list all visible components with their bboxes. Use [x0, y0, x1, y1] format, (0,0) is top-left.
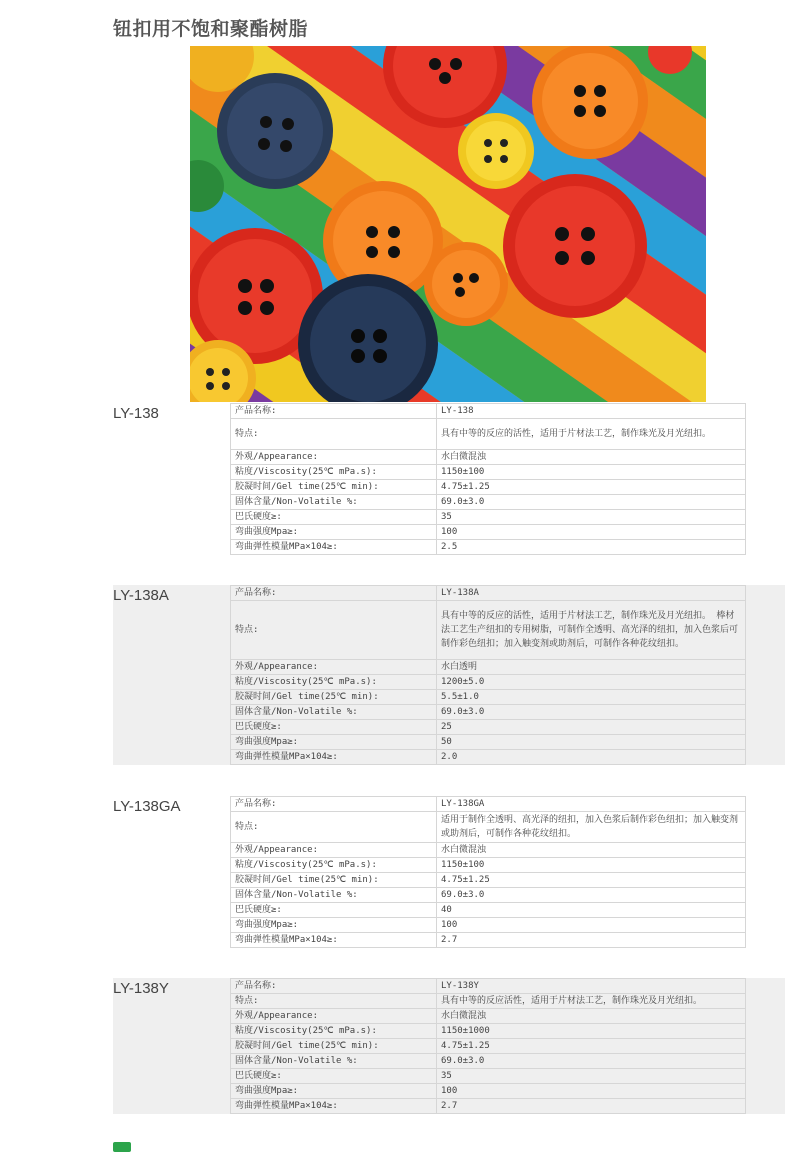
spec-row	[231, 465, 746, 480]
spec-value: 水白微混浊	[437, 1009, 746, 1024]
spec-row	[231, 675, 746, 690]
spec-key: 弯曲强度Mpa≥:	[231, 735, 437, 750]
spec-row	[231, 601, 746, 660]
spec-row	[231, 797, 746, 812]
spec-key: 外观/Appearance:	[231, 660, 437, 675]
spec-value: 50	[437, 735, 746, 750]
spec-row	[231, 888, 746, 903]
spec-key: 粘度/Viscosity(25℃ mPa.s):	[231, 465, 437, 480]
spec-key: 弯曲强度Mpa≥:	[231, 525, 437, 540]
spec-key: 特点:	[231, 812, 437, 843]
product-model: LY-138A	[113, 587, 169, 604]
spec-value: 40	[437, 903, 746, 918]
spec-key: 弯曲弹性模量MPa×104≥:	[231, 540, 437, 555]
spec-row	[231, 480, 746, 495]
spec-value: 2.7	[437, 1099, 746, 1114]
spec-value: 69.0±3.0	[437, 888, 746, 903]
spec-key: 弯曲弹性模量MPa×104≥:	[231, 1099, 437, 1114]
spec-value: 1150±100	[437, 858, 746, 873]
spec-row	[231, 705, 746, 720]
spec-key: 巴氏硬度≥:	[231, 510, 437, 525]
spec-row	[231, 858, 746, 873]
spec-key: 弯曲强度Mpa≥:	[231, 918, 437, 933]
spec-value: 1150±1000	[437, 1024, 746, 1039]
share-icon[interactable]	[113, 1142, 131, 1152]
spec-key: 弯曲弹性模量MPa×104≥:	[231, 933, 437, 948]
spec-row	[231, 903, 746, 918]
spec-value: 具有中等的反应的活性，适用于片材法工艺，制作珠光及月光纽扣。 棒材法工艺生产纽扣的专用树脂，可制作全透明、高光泽的纽扣，加入色浆后可制作彩色纽扣；加入触变剂或助剂后，可制作各种花纹纽扣。	[437, 601, 746, 660]
spec-table	[230, 796, 746, 948]
product-section-ly-138a	[113, 585, 785, 765]
spec-value: 4.75±1.25	[437, 873, 746, 888]
spec-value: 69.0±3.0	[437, 1054, 746, 1069]
spec-row	[231, 750, 746, 765]
spec-key: 固体含量/Non-Volatile %:	[231, 888, 437, 903]
spec-value: 2.0	[437, 750, 746, 765]
product-model: LY-138	[113, 405, 159, 422]
spec-key: 特点:	[231, 994, 437, 1009]
spec-row	[231, 450, 746, 465]
spec-key: 特点:	[231, 601, 437, 660]
spec-value: 100	[437, 918, 746, 933]
spec-row	[231, 510, 746, 525]
spec-row	[231, 525, 746, 540]
spec-row	[231, 419, 746, 450]
spec-row	[231, 918, 746, 933]
spec-row	[231, 1009, 746, 1024]
spec-key: 固体含量/Non-Volatile %:	[231, 495, 437, 510]
spec-row	[231, 873, 746, 888]
spec-key: 产品名称:	[231, 404, 437, 419]
spec-value: 25	[437, 720, 746, 735]
spec-row	[231, 720, 746, 735]
spec-value: 4.75±1.25	[437, 1039, 746, 1054]
spec-value: 2.5	[437, 540, 746, 555]
spec-value: 水白微混浊	[437, 843, 746, 858]
spec-key: 弯曲弹性模量MPa×104≥:	[231, 750, 437, 765]
spec-key: 产品名称:	[231, 586, 437, 601]
spec-value: 35	[437, 510, 746, 525]
spec-row	[231, 1024, 746, 1039]
spec-key: 外观/Appearance:	[231, 1009, 437, 1024]
spec-value: LY-138Y	[437, 979, 746, 994]
spec-value: LY-138GA	[437, 797, 746, 812]
spec-key: 胶凝时间/Gel time(25℃ min):	[231, 690, 437, 705]
spec-row	[231, 994, 746, 1009]
spec-value: 2.7	[437, 933, 746, 948]
spec-key: 特点:	[231, 419, 437, 450]
spec-row	[231, 586, 746, 601]
buttons-photo	[190, 46, 706, 402]
spec-row	[231, 1069, 746, 1084]
spec-table	[230, 403, 746, 555]
spec-key: 粘度/Viscosity(25℃ mPa.s):	[231, 675, 437, 690]
spec-key: 胶凝时间/Gel time(25℃ min):	[231, 873, 437, 888]
page-title: 钮扣用不饱和聚酯树脂	[113, 18, 309, 40]
spec-value: 100	[437, 1084, 746, 1099]
product-section-ly-138	[113, 403, 785, 555]
spec-value: 100	[437, 525, 746, 540]
spec-key: 胶凝时间/Gel time(25℃ min):	[231, 480, 437, 495]
spec-row	[231, 843, 746, 858]
spec-value: LY-138	[437, 404, 746, 419]
product-section-ly-138y	[113, 978, 785, 1114]
spec-row	[231, 812, 746, 843]
spec-key: 固体含量/Non-Volatile %:	[231, 1054, 437, 1069]
spec-row	[231, 404, 746, 419]
spec-key: 固体含量/Non-Volatile %:	[231, 705, 437, 720]
spec-key: 外观/Appearance:	[231, 450, 437, 465]
spec-key: 产品名称:	[231, 979, 437, 994]
spec-row	[231, 1039, 746, 1054]
spec-key: 巴氏硬度≥:	[231, 1069, 437, 1084]
spec-value: 69.0±3.0	[437, 495, 746, 510]
spec-row	[231, 1099, 746, 1114]
spec-value: 5.5±1.0	[437, 690, 746, 705]
spec-row	[231, 1084, 746, 1099]
spec-value: 具有中等的反应活性，适用于片材法工艺，制作珠光及月光纽扣。	[437, 994, 746, 1009]
spec-row	[231, 660, 746, 675]
spec-key: 巴氏硬度≥:	[231, 903, 437, 918]
product-section-ly-138ga	[113, 796, 785, 948]
spec-key: 产品名称:	[231, 797, 437, 812]
spec-row	[231, 979, 746, 994]
spec-key: 胶凝时间/Gel time(25℃ min):	[231, 1039, 437, 1054]
spec-key: 外观/Appearance:	[231, 843, 437, 858]
spec-key: 粘度/Viscosity(25℃ mPa.s):	[231, 858, 437, 873]
spec-row	[231, 540, 746, 555]
spec-table	[230, 978, 746, 1114]
spec-row	[231, 1054, 746, 1069]
spec-value: 适用于制作全透明、高光泽的纽扣，加入色浆后制作彩色纽扣；加入触变剂或助剂后，可制作各种花纹纽扣。	[437, 812, 746, 843]
spec-row	[231, 933, 746, 948]
product-model: LY-138GA	[113, 798, 181, 815]
spec-row	[231, 690, 746, 705]
spec-value: 水白微混浊	[437, 450, 746, 465]
spec-row	[231, 495, 746, 510]
product-model: LY-138Y	[113, 980, 169, 997]
spec-value: 4.75±1.25	[437, 480, 746, 495]
spec-value: 35	[437, 1069, 746, 1084]
spec-table	[230, 585, 746, 765]
spec-value: 1150±100	[437, 465, 746, 480]
spec-row	[231, 735, 746, 750]
spec-value: LY-138A	[437, 586, 746, 601]
spec-key: 弯曲强度Mpa≥:	[231, 1084, 437, 1099]
spec-value: 69.0±3.0	[437, 705, 746, 720]
spec-key: 粘度/Viscosity(25℃ mPa.s):	[231, 1024, 437, 1039]
spec-value: 水白透明	[437, 660, 746, 675]
spec-key: 巴氏硬度≥:	[231, 720, 437, 735]
spec-value: 1200±5.0	[437, 675, 746, 690]
spec-value: 具有中等的反应的活性，适用于片材法工艺，制作珠光及月光纽扣。	[437, 419, 746, 450]
